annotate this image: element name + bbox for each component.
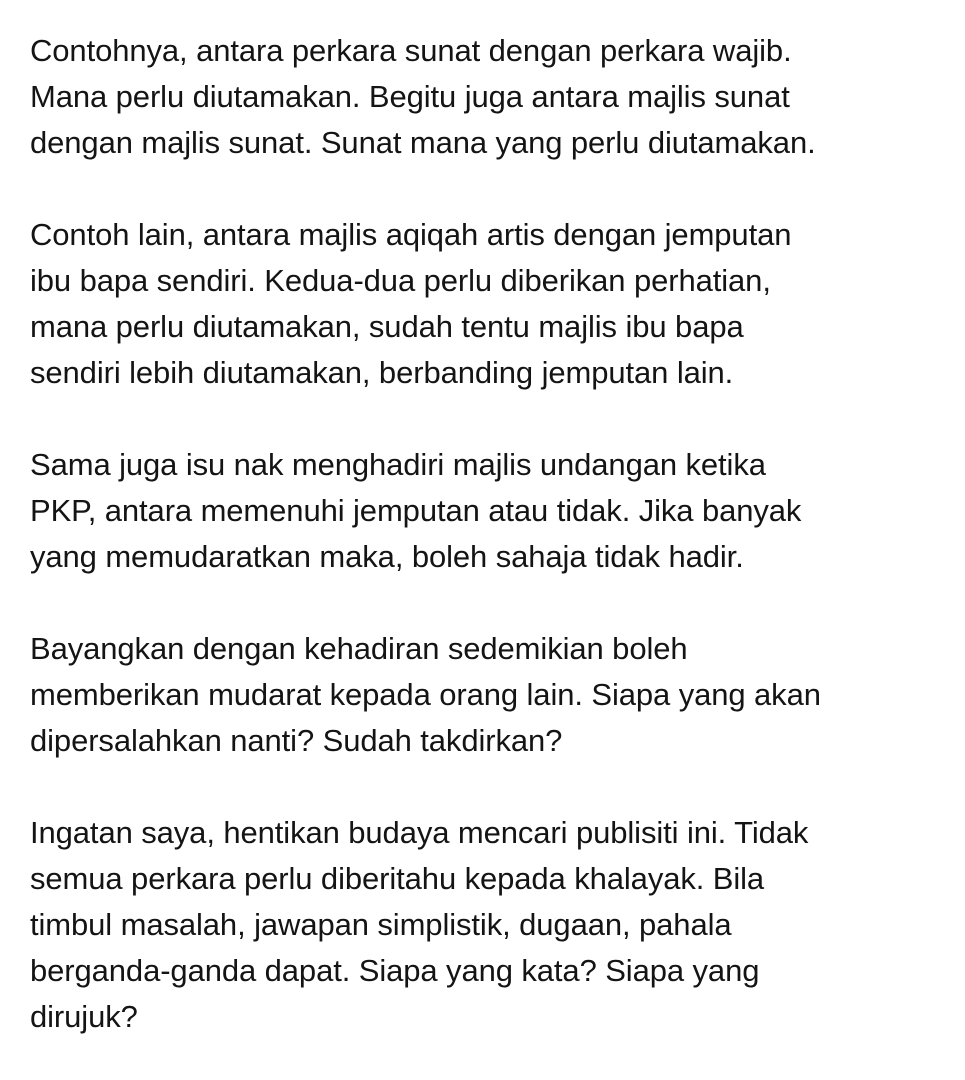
paragraph-3 <box>30 442 950 580</box>
paragraph-2 <box>30 212 950 396</box>
text-line: timbul masalah, jawapan simplistik, dugaan, pahala <box>30 907 732 942</box>
text-line: dipersalahkan nanti? Sudah takdirkan? <box>30 723 563 758</box>
text-line: berganda-ganda dapat. Siapa yang kata? Siapa yang <box>30 953 760 988</box>
text-line: Ingatan saya, hentikan budaya mencari publisiti ini. Tidak <box>30 815 809 850</box>
paragraph-5 <box>30 810 950 1040</box>
post-body-text <box>30 28 950 1040</box>
text-line: Contoh lain, antara majlis aqiqah artis dengan jemputan <box>30 217 792 252</box>
text-line: dengan majlis sunat. Sunat mana yang perlu diutamakan. <box>30 125 816 160</box>
text-line: semua perkara perlu diberitahu kepada khalayak. Bila <box>30 861 765 896</box>
text-line: Bayangkan dengan kehadiran sedemikian boleh <box>30 631 688 666</box>
text-line: yang memudaratkan maka, boleh sahaja tidak hadir. <box>30 539 744 574</box>
text-line: Sama juga isu nak menghadiri majlis undangan ketika <box>30 447 766 482</box>
text-line: mana perlu diutamakan, sudah tentu majlis ibu bapa <box>30 309 744 344</box>
paragraph-1 <box>30 28 950 166</box>
paragraph-4 <box>30 626 950 764</box>
text-line: PKP, antara memenuhi jemputan atau tidak. Jika banyak <box>30 493 802 528</box>
text-line: Contohnya, antara perkara sunat dengan perkara wajib. <box>30 33 792 68</box>
text-line: dirujuk? <box>30 999 138 1034</box>
text-line: Mana perlu diutamakan. Begitu juga antara majlis sunat <box>30 79 790 114</box>
text-line: memberikan mudarat kepada orang lain. Siapa yang akan <box>30 677 821 712</box>
text-line: sendiri lebih diutamakan, berbanding jemputan lain. <box>30 355 734 390</box>
text-line: ibu bapa sendiri. Kedua-dua perlu diberikan perhatian, <box>30 263 771 298</box>
